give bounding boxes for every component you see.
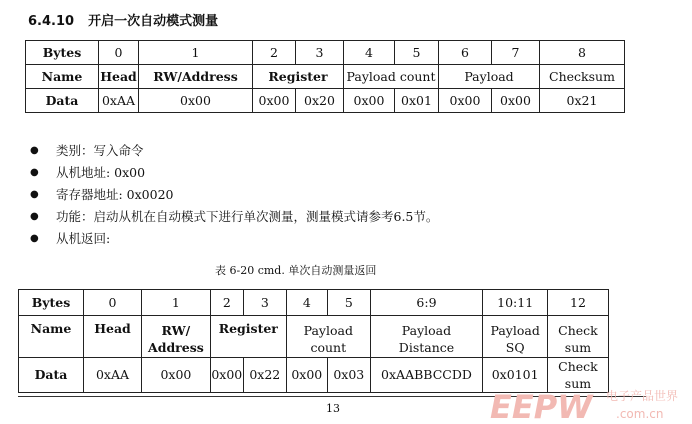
row-header: Data [19, 358, 84, 393]
table-row [19, 316, 609, 358]
table-cell: Head [84, 316, 142, 358]
table-cell: 12 [548, 290, 609, 316]
table-cell: 0x00 [492, 89, 540, 113]
list-item: ● 类别：写入命令 [30, 140, 438, 162]
table-row [19, 290, 609, 316]
table-cell: 0x00 [286, 358, 327, 393]
table-cell: RW/Address [139, 65, 253, 89]
list-item: ● 从机地址: 0x00 [30, 162, 438, 184]
table-row [26, 41, 625, 65]
table-cell: 5 [327, 290, 370, 316]
table-cell: 7 [492, 41, 540, 65]
table-caption: 表 6-20 cmd. 单次自动测量返回 [215, 264, 377, 277]
row-header: Name [19, 316, 84, 358]
watermark-url: .com.cn [616, 407, 664, 421]
table-cell: Payload count [344, 65, 439, 89]
table-cell: 1 [139, 41, 253, 65]
row-header: Name [26, 65, 99, 89]
watermark-eepw: EEPW [490, 388, 593, 424]
response-table [18, 289, 609, 393]
table-cell: RW/ Address [142, 316, 211, 358]
table-cell: Payload Distance [370, 316, 482, 358]
table-cell: 6 [439, 41, 492, 65]
table-cell: 8 [540, 41, 625, 65]
table-cell: 0x00 [210, 358, 243, 393]
table-cell: Check sum [548, 358, 609, 393]
table-cell: Payload [439, 65, 540, 89]
table-cell: 0 [84, 290, 142, 316]
table-cell: 0 [99, 41, 139, 65]
table-cell: Register [210, 316, 286, 358]
table-cell: Check sum [548, 316, 609, 358]
table-cell: 0x00 [439, 89, 492, 113]
table-cell: 5 [395, 41, 439, 65]
table-cell: 0xAA [84, 358, 142, 393]
table-cell: 0x01 [395, 89, 439, 113]
table-cell: 0xAA [99, 89, 139, 113]
table-cell: 0x22 [243, 358, 286, 393]
table-cell: 1 [142, 290, 211, 316]
table-cell: 0x03 [327, 358, 370, 393]
list-item: ● 功能：启动从机在自动模式下进行单次测量，测量模式请参考6.5节。 [30, 206, 438, 228]
table-cell: Payload SQ [483, 316, 548, 358]
table-cell: 4 [286, 290, 327, 316]
table-cell: 2 [253, 41, 296, 65]
table-cell: Payload count [286, 316, 370, 358]
table-cell: 3 [243, 290, 286, 316]
table-cell: 0x00 [344, 89, 395, 113]
section-number: 6.4.10 [28, 14, 75, 29]
table-cell: 2 [210, 290, 243, 316]
watermark-logo [488, 384, 688, 424]
table-row [26, 65, 625, 89]
list-item: ● 从机返回: [30, 228, 438, 250]
table-cell: 4 [344, 41, 395, 65]
table-row [26, 89, 625, 113]
row-header: Data [26, 89, 99, 113]
table-cell: 0x00 [139, 89, 253, 113]
section-title: 开启一次自动模式测量 [88, 14, 219, 29]
table-cell: 0x21 [540, 89, 625, 113]
row-header: Bytes [19, 290, 84, 316]
table-cell: 3 [296, 41, 344, 65]
list-item: ● 寄存器地址: 0x0020 [30, 184, 438, 206]
bullet-list [30, 140, 438, 250]
watermark-cn: 电子产品世界 [606, 389, 679, 403]
section-heading [28, 10, 218, 29]
table-cell: 10:11 [483, 290, 548, 316]
table-cell: 0xAABBCCDD [370, 358, 482, 393]
command-table [25, 40, 625, 113]
table-cell: 0x0101 [483, 358, 548, 393]
page-number: 13 [326, 402, 340, 415]
table-cell: 6:9 [370, 290, 482, 316]
table-cell: Register [253, 65, 344, 89]
table-cell: 0x00 [253, 89, 296, 113]
table-cell: 0x20 [296, 89, 344, 113]
row-header: Bytes [26, 41, 99, 65]
table-cell: 0x00 [142, 358, 211, 393]
table-cell: Checksum [540, 65, 625, 89]
table-cell: Head [99, 65, 139, 89]
